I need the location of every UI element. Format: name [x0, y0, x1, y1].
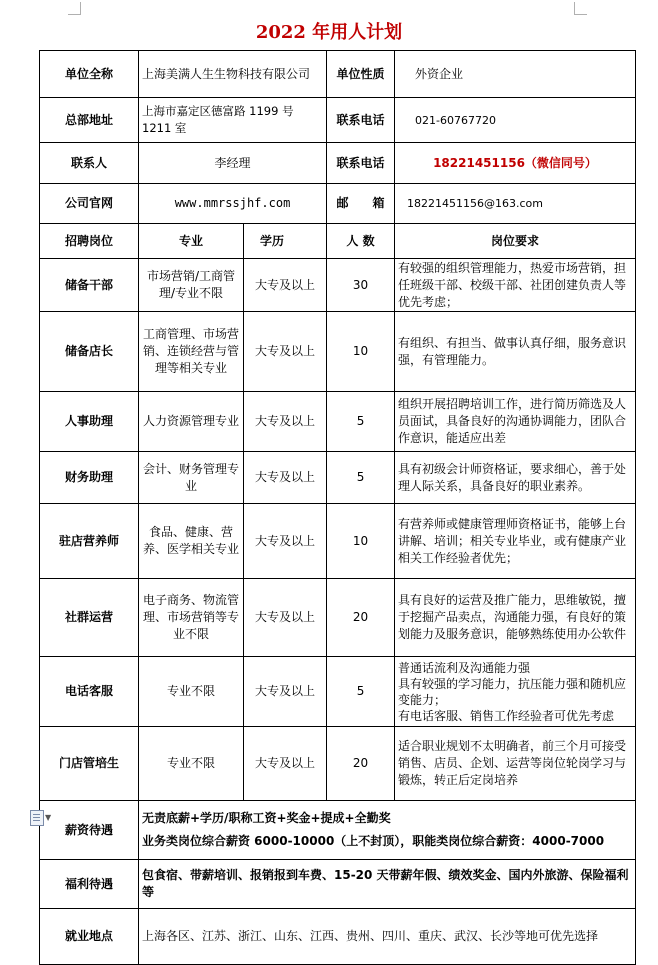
job-row [40, 727, 636, 801]
job-position: 人事助理 [40, 392, 139, 452]
salary-row [40, 801, 636, 860]
phone-value: 021-60767720 [395, 98, 636, 143]
job-education: 大专及以上 [244, 727, 327, 801]
welfare-label: 福利待遇 [40, 860, 139, 909]
salary-line-1: 无责底薪+学历/职称工资+奖金+提成+全勤奖 [142, 811, 391, 825]
location-row [40, 909, 636, 965]
page-corner-mark [68, 2, 81, 15]
job-count: 30 [327, 259, 395, 312]
job-major: 专业不限 [139, 657, 244, 727]
job-major: 人力资源管理专业 [139, 392, 244, 452]
recruitment-table [39, 50, 636, 965]
email-label: 邮 箱 [327, 184, 395, 224]
job-row [40, 259, 636, 312]
welfare-row [40, 860, 636, 909]
company-nature-value: 外资企业 [395, 51, 636, 98]
job-major: 电子商务、物流管理、市场营销等专业不限 [139, 579, 244, 657]
job-requirements: 有营养师或健康管理师资格证书，能够上台讲解、培训；相关专业毕业，或有健康产业相关工作经验者优先； [395, 504, 636, 579]
header-requirements: 岗位要求 [395, 224, 636, 259]
website-link[interactable]: www.mmrssjhf.com [139, 184, 327, 224]
header-count: 人 数 [327, 224, 395, 259]
job-major: 工商管理、市场营销、连锁经营与管理等相关专业 [139, 312, 244, 392]
job-education: 大专及以上 [244, 312, 327, 392]
salary-value [139, 801, 636, 860]
job-major: 食品、健康、营养、医学相关专业 [139, 504, 244, 579]
mobile-label: 联系电话 [327, 143, 395, 184]
job-row [40, 579, 636, 657]
job-count: 20 [327, 579, 395, 657]
job-requirements: 有组织、有担当、做事认真仔细，服务意识强，有管理能力。 [395, 312, 636, 392]
job-requirements: 具有初级会计师资格证，要求细心，善于处理人际关系，具备良好的职业素养。 [395, 452, 636, 504]
header-major: 专业 [139, 224, 244, 259]
document-title: 2022 年用人计划 [255, 22, 403, 43]
chevron-down-icon[interactable]: ▼ [45, 813, 52, 822]
job-education: 大专及以上 [244, 392, 327, 452]
address-value: 上海市嘉定区德富路 1199 号 1211 室 [139, 98, 327, 143]
job-education: 大专及以上 [244, 579, 327, 657]
job-position: 电话客服 [40, 657, 139, 727]
address-label: 总部地址 [40, 98, 139, 143]
job-count: 10 [327, 504, 395, 579]
website-label: 公司官网 [40, 184, 139, 224]
company-name-row [40, 51, 636, 98]
job-row [40, 452, 636, 504]
job-count: 10 [327, 312, 395, 392]
header-education: 学历 [244, 224, 327, 259]
location-value: 上海各区、江苏、浙江、山东、江西、贵州、四川、重庆、武汉、长沙等地可优先选择 [139, 909, 636, 965]
job-requirements: 适合职业规划不太明确者，前三个月可接受销售、店员、企划、运营等岗位轮岗学习与锻炼，转正后定岗培养 [395, 727, 636, 801]
header-position: 招聘岗位 [40, 224, 139, 259]
job-requirements: 有较强的组织管理能力，热爱市场营销，担任班级干部、校级干部、社团创建负责人等优先考虑； [395, 259, 636, 312]
job-requirements: 具有良好的运营及推广能力，思维敏锐，擅于挖掘产品卖点，沟通能力强，有良好的策划能力及服务意识，能够熟练使用办公软件 [395, 579, 636, 657]
job-position: 驻店营养师 [40, 504, 139, 579]
job-row [40, 312, 636, 392]
website-row [40, 184, 636, 224]
contact-label: 联系人 [40, 143, 139, 184]
mobile-value: 18221451156（微信同号） [395, 143, 636, 184]
job-education: 大专及以上 [244, 657, 327, 727]
email-link[interactable]: 18221451156@163.com [395, 184, 636, 224]
job-position: 储备干部 [40, 259, 139, 312]
job-row [40, 392, 636, 452]
salary-label: 薪资待遇 [40, 801, 139, 860]
job-count: 5 [327, 392, 395, 452]
location-label: 就业地点 [40, 909, 139, 965]
page-corner-mark [574, 2, 587, 15]
job-row [40, 504, 636, 579]
company-name-label: 单位全称 [40, 51, 139, 98]
company-nature-label: 单位性质 [327, 51, 395, 98]
job-education: 大专及以上 [244, 452, 327, 504]
job-major: 市场营销/工商管理/专业不限 [139, 259, 244, 312]
job-count: 20 [327, 727, 395, 801]
job-position: 财务助理 [40, 452, 139, 504]
contact-row [40, 143, 636, 184]
jobs-header-row [40, 224, 636, 259]
job-major: 专业不限 [139, 727, 244, 801]
address-row [40, 98, 636, 143]
job-requirements: 组织开展招聘培训工作，进行简历筛选及人员面试，具备良好的沟通协调能力，团队合作意识，能适应出差 [395, 392, 636, 452]
job-position: 储备店长 [40, 312, 139, 392]
phone-label: 联系电话 [327, 98, 395, 143]
job-count: 5 [327, 452, 395, 504]
job-count: 5 [327, 657, 395, 727]
contact-value: 李经理 [139, 143, 327, 184]
job-position: 社群运营 [40, 579, 139, 657]
job-education: 大专及以上 [244, 259, 327, 312]
job-major: 会计、财务管理专业 [139, 452, 244, 504]
job-row [40, 657, 636, 727]
job-position: 门店管培生 [40, 727, 139, 801]
company-name-value: 上海美满人生生物科技有限公司 [139, 51, 327, 98]
welfare-value: 包食宿、带薪培训、报销报到车费、15-20 天带薪年假、绩效奖金、国内外旅游、保险福利等 [139, 860, 636, 909]
document-icon[interactable] [30, 810, 44, 826]
salary-line-2: 业务类岗位综合薪资 6000-10000（上不封顶），职能类岗位综合薪资：4000-7000 [142, 834, 605, 848]
job-education: 大专及以上 [244, 504, 327, 579]
job-requirements: 普通话流利及沟通能力强 具有较强的学习能力，抗压能力强和随机应变能力； 有电话客服、销售工作经验者可优先考虑 [395, 657, 636, 727]
